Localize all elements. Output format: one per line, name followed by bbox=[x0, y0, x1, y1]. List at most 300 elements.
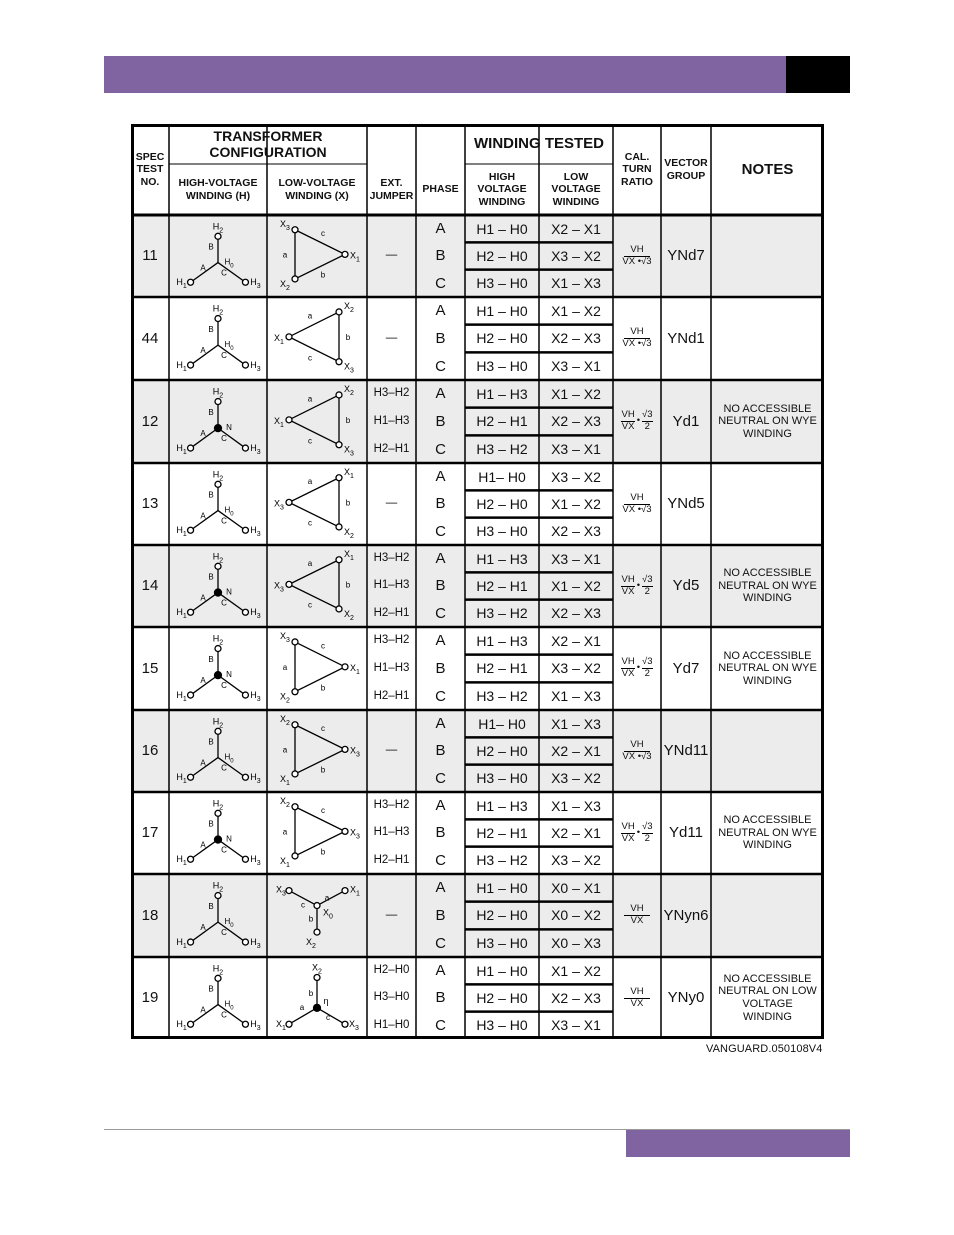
spec-test-no: 16 bbox=[141, 742, 159, 760]
node-label: B bbox=[208, 984, 214, 994]
hv-wye-diagram bbox=[176, 304, 260, 373]
node-label: $X_3$ bbox=[274, 498, 284, 512]
turn-ratio-formula: VH VX •√3 bbox=[622, 491, 652, 515]
node-label: $H_2$ bbox=[212, 469, 224, 483]
node-label: B bbox=[208, 737, 214, 747]
hv-winding-tested: H2 – H1 bbox=[476, 660, 528, 677]
phase-label: C bbox=[435, 851, 446, 869]
phase-label: C bbox=[435, 274, 446, 292]
terminal-node bbox=[286, 581, 292, 587]
terminal-node bbox=[336, 524, 342, 530]
hv-winding-tested: H2 – H0 bbox=[476, 989, 528, 1006]
node-label: $H_3$ bbox=[250, 360, 261, 374]
node-label: $H_3$ bbox=[250, 690, 261, 704]
node-label: B bbox=[208, 902, 214, 912]
hv-winding-tested: H2 – H0 bbox=[476, 495, 528, 512]
node-label: b bbox=[345, 580, 351, 590]
hv-winding-tested: H1 – H0 bbox=[476, 879, 528, 896]
terminal-node bbox=[336, 606, 342, 612]
spec-test-no: 14 bbox=[141, 577, 159, 595]
node-label: A bbox=[200, 676, 206, 686]
lv-winding-tested: X1 – X3 bbox=[551, 275, 601, 292]
spec-test-no: 12 bbox=[141, 412, 159, 430]
node-label: $X_3$ bbox=[280, 218, 290, 232]
node-label: $H_1$ bbox=[176, 1019, 187, 1033]
spec-test-no: 44 bbox=[141, 329, 159, 347]
node-label: $H_2$ bbox=[212, 716, 224, 730]
lv-winding-tested: X3 – X1 bbox=[551, 1017, 601, 1034]
lv-winding-tested: X1 – X3 bbox=[551, 797, 601, 814]
hv-winding-tested: H3 – H0 bbox=[476, 358, 528, 375]
node-label: $X_3$ bbox=[350, 827, 360, 841]
ext-jumper: H1–H0 bbox=[373, 1018, 410, 1031]
terminal-node bbox=[292, 722, 298, 728]
ext-jumper: H1–H3 bbox=[373, 661, 410, 674]
phase-label: B bbox=[435, 412, 446, 430]
node-label: c bbox=[308, 436, 312, 446]
lv-winding-tested: X1 – X3 bbox=[551, 715, 601, 732]
phase-label: A bbox=[435, 962, 446, 980]
node-label: $X_3$ bbox=[344, 444, 354, 458]
node-label: b bbox=[320, 270, 326, 280]
neutral-node bbox=[215, 425, 222, 432]
header-vector-group: VECTOR GROUP bbox=[664, 157, 708, 182]
lv-winding-tested: X1 – X2 bbox=[551, 962, 601, 979]
terminal-node bbox=[242, 774, 248, 780]
node-label: $H_0$ bbox=[224, 917, 234, 930]
terminal-node bbox=[286, 334, 292, 340]
vector-group: YNd11 bbox=[663, 742, 709, 760]
node-label: A bbox=[200, 429, 206, 439]
phase-label: C bbox=[435, 357, 446, 375]
phase-label: C bbox=[435, 1016, 446, 1034]
vector-group: YNy0 bbox=[667, 989, 705, 1007]
node-label: $X_3$ bbox=[344, 361, 354, 375]
node-label: B bbox=[208, 325, 214, 335]
phase-label: B bbox=[435, 906, 446, 924]
terminal-node bbox=[242, 856, 248, 862]
hv-winding-tested: H2 – H0 bbox=[476, 247, 528, 264]
turn-ratio-formula: VH VX bbox=[613, 874, 661, 957]
hv-wye-diagram bbox=[176, 469, 260, 538]
row-notes: NO ACCESSIBLE NEUTRAL ON LOW VOLTAGE WINDING bbox=[718, 972, 817, 1023]
terminal-node bbox=[336, 475, 342, 481]
lv-winding-tested: X2 – X1 bbox=[551, 742, 601, 759]
phase-label: B bbox=[435, 824, 446, 842]
node-label: B bbox=[208, 490, 214, 500]
lv-winding-tested: X2 – X3 bbox=[551, 523, 601, 540]
node-label: $X_2$ bbox=[344, 300, 354, 314]
terminal-node bbox=[292, 639, 298, 645]
ext-jumper: H3–H2 bbox=[373, 634, 410, 647]
phase-label: A bbox=[435, 468, 446, 486]
turn-ratio-formula: VH VX •√3 bbox=[622, 243, 652, 267]
node-label: N bbox=[226, 834, 232, 844]
header-winding-tested: WINDING TESTED bbox=[474, 135, 604, 153]
header-cal-turn-ratio: CAL. TURN RATIO bbox=[621, 151, 653, 188]
row-notes bbox=[717, 215, 818, 297]
hv-winding-tested: H1 – H0 bbox=[476, 302, 528, 319]
node-label: $X_3$ bbox=[350, 745, 360, 759]
node-label: $H_3$ bbox=[250, 772, 261, 786]
terminal-node bbox=[188, 527, 194, 533]
node-label: b bbox=[320, 847, 326, 857]
hv-winding-tested: H2 – H0 bbox=[476, 742, 528, 759]
terminal-node bbox=[342, 251, 348, 257]
terminal-node bbox=[336, 392, 342, 398]
ext-jumper: — bbox=[385, 744, 398, 757]
node-label: $X_0$ bbox=[323, 907, 333, 921]
terminal-node bbox=[188, 279, 194, 285]
ext-jumper: H2–H1 bbox=[373, 442, 410, 455]
terminal-node bbox=[242, 527, 248, 533]
turn-ratio-formula: VH VX • √3 2 bbox=[621, 409, 653, 432]
row-notes bbox=[717, 297, 818, 380]
terminal-node bbox=[286, 888, 292, 894]
node-label: $X_3$ bbox=[274, 580, 284, 594]
node-label: c bbox=[301, 900, 305, 910]
node-label: $H_1$ bbox=[176, 772, 187, 786]
neutral-node bbox=[215, 836, 222, 843]
hv-winding-tested: H1 – H3 bbox=[476, 385, 528, 402]
header-bar bbox=[104, 56, 786, 93]
node-label: $X_2$ bbox=[344, 383, 354, 397]
node-label: $X_2$ bbox=[280, 795, 290, 809]
test-table bbox=[131, 124, 824, 1039]
hv-winding-tested: H3 – H2 bbox=[476, 688, 528, 705]
hv-winding-tested: H3 – H0 bbox=[476, 1017, 528, 1034]
vector-group: YNyn6 bbox=[663, 906, 709, 924]
node-label: c bbox=[321, 806, 325, 816]
lv-winding-tested: X0 – X1 bbox=[551, 879, 601, 896]
ext-jumper: — bbox=[385, 331, 398, 344]
lv-winding-tested: X0 – X3 bbox=[551, 935, 601, 952]
phase-label: B bbox=[435, 329, 446, 347]
node-label: $X_3$ bbox=[280, 630, 290, 644]
ext-jumper: H1–H3 bbox=[373, 579, 410, 592]
row-notes bbox=[717, 463, 818, 545]
node-label: a bbox=[282, 745, 288, 755]
header-spec-test-no: SPEC TEST NO. bbox=[135, 151, 165, 188]
node-label: $H_2$ bbox=[212, 880, 224, 894]
lv-winding-tested: X1 – X2 bbox=[551, 385, 601, 402]
node-label: $H_2$ bbox=[212, 963, 224, 977]
hv-winding-tested: H3 – H0 bbox=[476, 275, 528, 292]
phase-label: C bbox=[435, 934, 446, 952]
hv-winding-tested: H1 – H3 bbox=[476, 632, 528, 649]
terminal-node bbox=[292, 689, 298, 695]
node-label: A bbox=[200, 593, 206, 603]
terminal-node bbox=[242, 362, 248, 368]
terminal-node bbox=[292, 771, 298, 777]
lv-winding-diagram bbox=[276, 963, 359, 1033]
node-label: b bbox=[308, 914, 314, 924]
node-label: $X_1$ bbox=[274, 332, 284, 346]
node-label: $X_1$ bbox=[350, 250, 360, 264]
node-label: $H_3$ bbox=[250, 443, 261, 457]
node-label: $X_1$ bbox=[350, 884, 360, 898]
hv-winding-tested: H1 – H3 bbox=[476, 797, 528, 814]
header-low-voltage-winding: LOW-VOLTAGE WINDING (X) bbox=[278, 177, 356, 202]
node-label: B bbox=[208, 572, 214, 582]
ext-jumper: H3–H0 bbox=[373, 991, 410, 1004]
vector-group: YNd7 bbox=[667, 247, 705, 265]
lv-winding-tested: X1 – X2 bbox=[551, 302, 601, 319]
terminal-node bbox=[188, 856, 194, 862]
node-label: $X_1$ bbox=[274, 415, 284, 429]
turn-ratio-formula: VH VX bbox=[613, 957, 661, 1039]
terminal-node bbox=[242, 1021, 248, 1027]
terminal-node bbox=[292, 227, 298, 233]
node-label: C bbox=[221, 351, 227, 361]
ext-jumper: H2–H1 bbox=[373, 689, 410, 702]
ext-jumper: H2–H1 bbox=[373, 606, 410, 619]
hv-winding-tested: H3 – H0 bbox=[476, 523, 528, 540]
terminal-node bbox=[292, 276, 298, 282]
vector-group: YNd1 bbox=[667, 329, 705, 347]
node-label: $H_1$ bbox=[176, 360, 187, 374]
terminal-node bbox=[188, 362, 194, 368]
node-label: $X_3$ bbox=[276, 884, 286, 898]
phase-label: A bbox=[435, 797, 446, 815]
node-label: A bbox=[200, 923, 206, 933]
terminal-node bbox=[188, 692, 194, 698]
hv-winding-tested: H1 – H0 bbox=[476, 962, 528, 979]
node-label: a bbox=[282, 662, 288, 672]
node-label: B bbox=[208, 242, 214, 252]
node-label: $H_3$ bbox=[250, 854, 261, 868]
header-notes: NOTES bbox=[741, 160, 794, 178]
ext-jumper: H3–H2 bbox=[373, 552, 410, 565]
node-label: B bbox=[208, 655, 214, 665]
lv-winding-tested: X3 – X1 bbox=[551, 358, 601, 375]
terminal-node bbox=[242, 939, 248, 945]
node-label: C bbox=[221, 928, 227, 938]
node-label: $H_1$ bbox=[176, 854, 187, 868]
node-label: $H_1$ bbox=[176, 443, 187, 457]
node-label: $H_3$ bbox=[250, 937, 261, 951]
header-high-voltage-tested: HIGH VOLTAGE WINDING bbox=[477, 171, 527, 208]
ext-jumper: — bbox=[385, 249, 398, 262]
node-label: $H_2$ bbox=[212, 798, 224, 812]
terminal-node bbox=[342, 664, 348, 670]
terminal-node bbox=[336, 557, 342, 563]
node-label: $X_2$ bbox=[344, 608, 354, 622]
node-label: C bbox=[221, 434, 227, 444]
node-label: $X_2$ bbox=[344, 526, 354, 540]
turn-ratio-formula: VH VX • √3 2 bbox=[621, 820, 653, 844]
hv-winding-tested: H2 – H1 bbox=[476, 577, 528, 594]
hv-winding-tested: H3 – H0 bbox=[476, 935, 528, 952]
node-label: $H_0$ bbox=[224, 340, 234, 353]
lv-winding-tested: X3 – X2 bbox=[551, 852, 601, 869]
header-transformer-configuration: TRANSFORMER CONFIGURATION bbox=[209, 127, 327, 160]
terminal-node bbox=[336, 442, 342, 448]
node-label: $H_1$ bbox=[176, 937, 187, 951]
phase-label: B bbox=[435, 495, 446, 513]
node-label: c bbox=[308, 353, 312, 363]
hv-winding-tested: H2 – H0 bbox=[476, 330, 528, 347]
terminal-node bbox=[336, 359, 342, 365]
node-label: $H_1$ bbox=[176, 690, 187, 704]
lv-winding-tested: X2 – X3 bbox=[551, 605, 601, 622]
lv-winding-tested: X1 – X2 bbox=[551, 495, 601, 512]
node-label: A bbox=[200, 346, 206, 356]
node-label: $H_2$ bbox=[212, 386, 224, 400]
phase-label: A bbox=[435, 715, 446, 733]
phase-label: A bbox=[435, 220, 446, 238]
vector-group: Yd5 bbox=[672, 577, 700, 595]
node-label: $X_2$ bbox=[280, 691, 290, 705]
node-label: c bbox=[308, 518, 312, 528]
node-label: c bbox=[321, 724, 325, 734]
node-label: c bbox=[321, 229, 325, 239]
hv-winding-tested: H3 – H2 bbox=[476, 852, 528, 869]
node-label: B bbox=[208, 408, 214, 418]
node-label: B bbox=[208, 819, 214, 829]
vector-group: Yd1 bbox=[672, 412, 700, 430]
terminal-node bbox=[292, 853, 298, 859]
node-label: $X_1$ bbox=[350, 662, 360, 676]
node-label: $H_3$ bbox=[250, 277, 261, 291]
phase-label: B bbox=[435, 577, 446, 595]
terminal-node bbox=[242, 609, 248, 615]
ext-jumper: H1–H3 bbox=[373, 826, 410, 839]
terminal-node bbox=[342, 828, 348, 834]
node-label: A bbox=[200, 511, 206, 521]
terminal-node bbox=[336, 309, 342, 315]
phase-label: A bbox=[435, 879, 446, 897]
lv-winding-tested: X2 – X3 bbox=[551, 330, 601, 347]
spec-test-no: 19 bbox=[141, 989, 159, 1007]
phase-label: C bbox=[435, 687, 446, 705]
phase-label: C bbox=[435, 522, 446, 540]
row-notes: NO ACCESSIBLE NEUTRAL ON WYE WINDING bbox=[718, 567, 817, 605]
terminal-node bbox=[286, 417, 292, 423]
node-label: c bbox=[308, 600, 312, 610]
node-label: η bbox=[323, 995, 329, 1006]
node-label: C bbox=[221, 516, 227, 526]
node-label: $H_1$ bbox=[176, 277, 187, 291]
lv-winding-tested: X1 – X3 bbox=[551, 688, 601, 705]
ext-jumper: H2–H1 bbox=[373, 853, 410, 866]
node-label: c bbox=[326, 1012, 330, 1022]
phase-label: C bbox=[435, 440, 446, 458]
node-label: a bbox=[299, 1002, 305, 1012]
lv-winding-diagram bbox=[274, 301, 354, 375]
turn-ratio-formula: VH VX •√3 bbox=[622, 326, 652, 349]
phase-label: B bbox=[435, 659, 446, 677]
node-label: N bbox=[226, 670, 232, 680]
node-label: $H_0$ bbox=[224, 752, 234, 765]
lv-winding-tested: X2 – X1 bbox=[551, 220, 601, 237]
terminal-node bbox=[188, 1021, 194, 1027]
node-label: C bbox=[221, 1010, 227, 1020]
node-label: N bbox=[226, 587, 232, 597]
lv-winding-diagram bbox=[274, 467, 354, 540]
document-code: VANGUARD.050108V4 bbox=[706, 1043, 823, 1055]
terminal-node bbox=[314, 929, 320, 935]
turn-ratio-formula: VH VX • √3 2 bbox=[621, 656, 653, 679]
lv-winding-diagram bbox=[280, 796, 360, 869]
phase-label: A bbox=[435, 550, 446, 568]
node-label: b bbox=[345, 498, 351, 508]
phase-label: C bbox=[435, 604, 446, 622]
row-notes: NO ACCESSIBLE NEUTRAL ON WYE WINDING bbox=[718, 402, 817, 440]
ext-jumper: H1–H3 bbox=[373, 414, 410, 427]
spec-test-no: 13 bbox=[141, 495, 159, 513]
turn-ratio-formula: VH VX • √3 2 bbox=[621, 573, 653, 597]
hv-winding-tested: H3 – H2 bbox=[476, 441, 528, 458]
terminal-node bbox=[188, 445, 194, 451]
lv-winding-tested: X3 – X1 bbox=[551, 550, 601, 567]
header-phase: PHASE bbox=[422, 183, 459, 196]
node-label: $H_1$ bbox=[176, 525, 187, 539]
node-label: $H_3$ bbox=[250, 607, 261, 621]
lv-winding-tested: X0 – X2 bbox=[551, 907, 601, 924]
ext-jumper: H2–H0 bbox=[373, 964, 410, 977]
node-label: $X_3$ bbox=[349, 1019, 359, 1033]
hv-wye-diagram bbox=[176, 634, 260, 703]
header-low-voltage-tested: LOW VOLTAGE WINDING bbox=[551, 171, 601, 208]
ext-jumper: — bbox=[385, 908, 398, 921]
node-label: $H_0$ bbox=[224, 505, 234, 518]
node-label: $H_0$ bbox=[224, 257, 234, 270]
phase-label: A bbox=[435, 385, 446, 403]
node-label: C bbox=[221, 268, 227, 278]
vector-group: Yd7 bbox=[672, 659, 700, 677]
hv-winding-tested: H1– H0 bbox=[478, 715, 526, 732]
node-label: C bbox=[221, 598, 227, 608]
node-label: $X_1$ bbox=[344, 548, 354, 562]
spec-test-no: 18 bbox=[141, 906, 159, 924]
terminal-node bbox=[242, 279, 248, 285]
node-label: a bbox=[282, 827, 288, 837]
hv-winding-tested: H2 – H0 bbox=[476, 907, 528, 924]
ext-jumper: — bbox=[385, 497, 398, 510]
node-label: $X_2$ bbox=[312, 962, 322, 976]
node-label: b bbox=[345, 332, 351, 342]
node-label: $H_2$ bbox=[212, 551, 224, 565]
ext-jumper: H3–H2 bbox=[373, 799, 410, 812]
node-label: $X_1$ bbox=[280, 855, 290, 869]
lv-winding-tested: X3 – X2 bbox=[551, 247, 601, 264]
lv-winding-tested: X3 – X1 bbox=[551, 441, 601, 458]
terminal-node bbox=[188, 774, 194, 780]
hv-winding-tested: H3 – H0 bbox=[476, 770, 528, 787]
phase-label: A bbox=[435, 302, 446, 320]
node-label: A bbox=[200, 840, 206, 850]
node-label: $X_2$ bbox=[280, 278, 290, 292]
node-label: b bbox=[320, 683, 326, 693]
terminal-node bbox=[342, 1021, 348, 1027]
row-notes bbox=[717, 710, 818, 792]
hv-winding-tested: H1 – H3 bbox=[476, 550, 528, 567]
node-label: a bbox=[324, 893, 330, 903]
header-page-box bbox=[786, 56, 850, 93]
phase-label: B bbox=[435, 247, 446, 265]
lv-winding-diagram bbox=[280, 631, 360, 705]
terminal-node bbox=[286, 499, 292, 505]
phase-label: A bbox=[435, 632, 446, 650]
node-label: C bbox=[221, 845, 227, 855]
spec-test-no: 11 bbox=[142, 247, 158, 265]
node-label: a bbox=[307, 477, 313, 487]
node-label: $X_1$ bbox=[276, 1019, 286, 1033]
node-label: a bbox=[307, 559, 313, 569]
node-label: $X_1$ bbox=[344, 466, 354, 480]
hv-wye-diagram bbox=[176, 798, 260, 867]
